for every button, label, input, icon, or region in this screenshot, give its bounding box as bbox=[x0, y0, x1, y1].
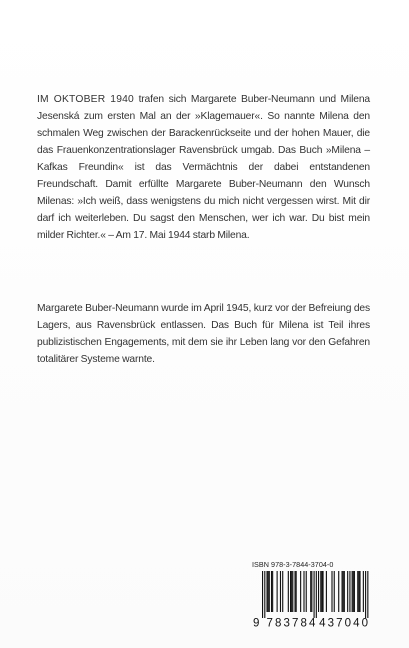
barcode-bar bbox=[359, 571, 360, 612]
barcode-bar bbox=[291, 571, 292, 612]
barcode-bar bbox=[334, 571, 335, 612]
barcode-bar bbox=[357, 571, 358, 612]
barcode-bar bbox=[271, 571, 272, 612]
barcode-bar bbox=[322, 571, 323, 612]
barcode-bar bbox=[296, 571, 297, 612]
paragraph-lead-caps: IM OKTOBER 1940 bbox=[37, 94, 134, 105]
barcode-bar bbox=[292, 571, 293, 612]
isbn-barcode-block bbox=[252, 560, 376, 628]
barcode-bar bbox=[358, 571, 359, 612]
barcode-bar bbox=[349, 571, 350, 612]
barcode-bar bbox=[266, 571, 267, 612]
barcode-bar bbox=[288, 571, 289, 612]
description-paragraph-2: Margarete Buber-Neumann wurde im April 1945, kurz vor der Befreiung des Lagers, aus Ravensbrück entlassen. Das Buch für Milena ist Teil ihres publizistischen Engagements, mit dem sie ihr Leben lang vor den Gefahren totalitärer Systeme warnte. bbox=[37, 303, 370, 365]
barcode-bar bbox=[352, 571, 353, 612]
barcode-digit-first: 9 bbox=[253, 617, 262, 628]
barcode-bar bbox=[338, 571, 339, 612]
barcode-bar bbox=[262, 571, 263, 618]
barcode-bar bbox=[306, 571, 307, 612]
description-paragraph-1 bbox=[37, 91, 370, 244]
barcode-bar bbox=[320, 571, 321, 612]
barcode-bar bbox=[343, 571, 344, 612]
barcode-bar bbox=[311, 571, 312, 612]
barcode-bar bbox=[347, 571, 348, 612]
barcode-bar bbox=[354, 571, 355, 612]
barcode-bar bbox=[363, 571, 364, 612]
barcode-bar bbox=[280, 571, 281, 612]
barcode-bar bbox=[331, 571, 332, 612]
barcode-bar bbox=[318, 571, 319, 612]
barcode-bar bbox=[314, 571, 315, 618]
barcode-bar bbox=[272, 571, 273, 612]
barcode-bar bbox=[365, 571, 366, 618]
barcode-bar bbox=[310, 571, 311, 612]
barcode-bar bbox=[300, 571, 301, 612]
barcode-bar bbox=[321, 571, 322, 612]
barcode-bar bbox=[282, 571, 283, 612]
isbn-label: ISBN 978-3-7844-3704-0 bbox=[252, 560, 334, 569]
barcode-bar bbox=[344, 571, 345, 612]
barcode-digits-right: 437040 bbox=[319, 617, 371, 628]
barcode-bar bbox=[342, 571, 343, 612]
barcode-bar bbox=[277, 571, 278, 612]
barcode-bar bbox=[367, 571, 368, 618]
barcode-bar bbox=[316, 571, 317, 618]
barcode-bar bbox=[290, 571, 291, 612]
barcode-bar bbox=[303, 571, 304, 612]
barcode-bar bbox=[264, 571, 265, 618]
barcode-bar bbox=[326, 571, 327, 612]
barcode-digits-left: 783784 bbox=[266, 617, 318, 628]
barcode-bar bbox=[353, 571, 354, 612]
ean13-barcode bbox=[252, 571, 376, 628]
paragraph-1-body: trafen sich Margarete Buber-Neumann und Milena Jesenská zum ersten Mal an der »Klagemauer«. So nannte Milena den schmalen Weg zwischen der Barackenrückseite und der hohen Mauer, die das Frauenkonzentrationslager Ravensbrück umgab. Das Buch »Milena – Kafkas Freundin« ist das Vermächtnis der dabei entstandenen Freundschaft. Damit erfüllte Margarete Buber-Neumann den Wunsch Milenas: »Ich weiß, dass wenigstens du mich nicht vergessen wirst. Mit dir darf ich weiterleben. Du sagst den Menschen, wer ich war. Du bist mein milder Richter.« – Am 17. Mai 1944 starb Milena. bbox=[37, 94, 370, 241]
barcode-bar bbox=[268, 571, 269, 612]
barcode-bar bbox=[269, 571, 270, 612]
barcode-bar bbox=[294, 571, 295, 612]
